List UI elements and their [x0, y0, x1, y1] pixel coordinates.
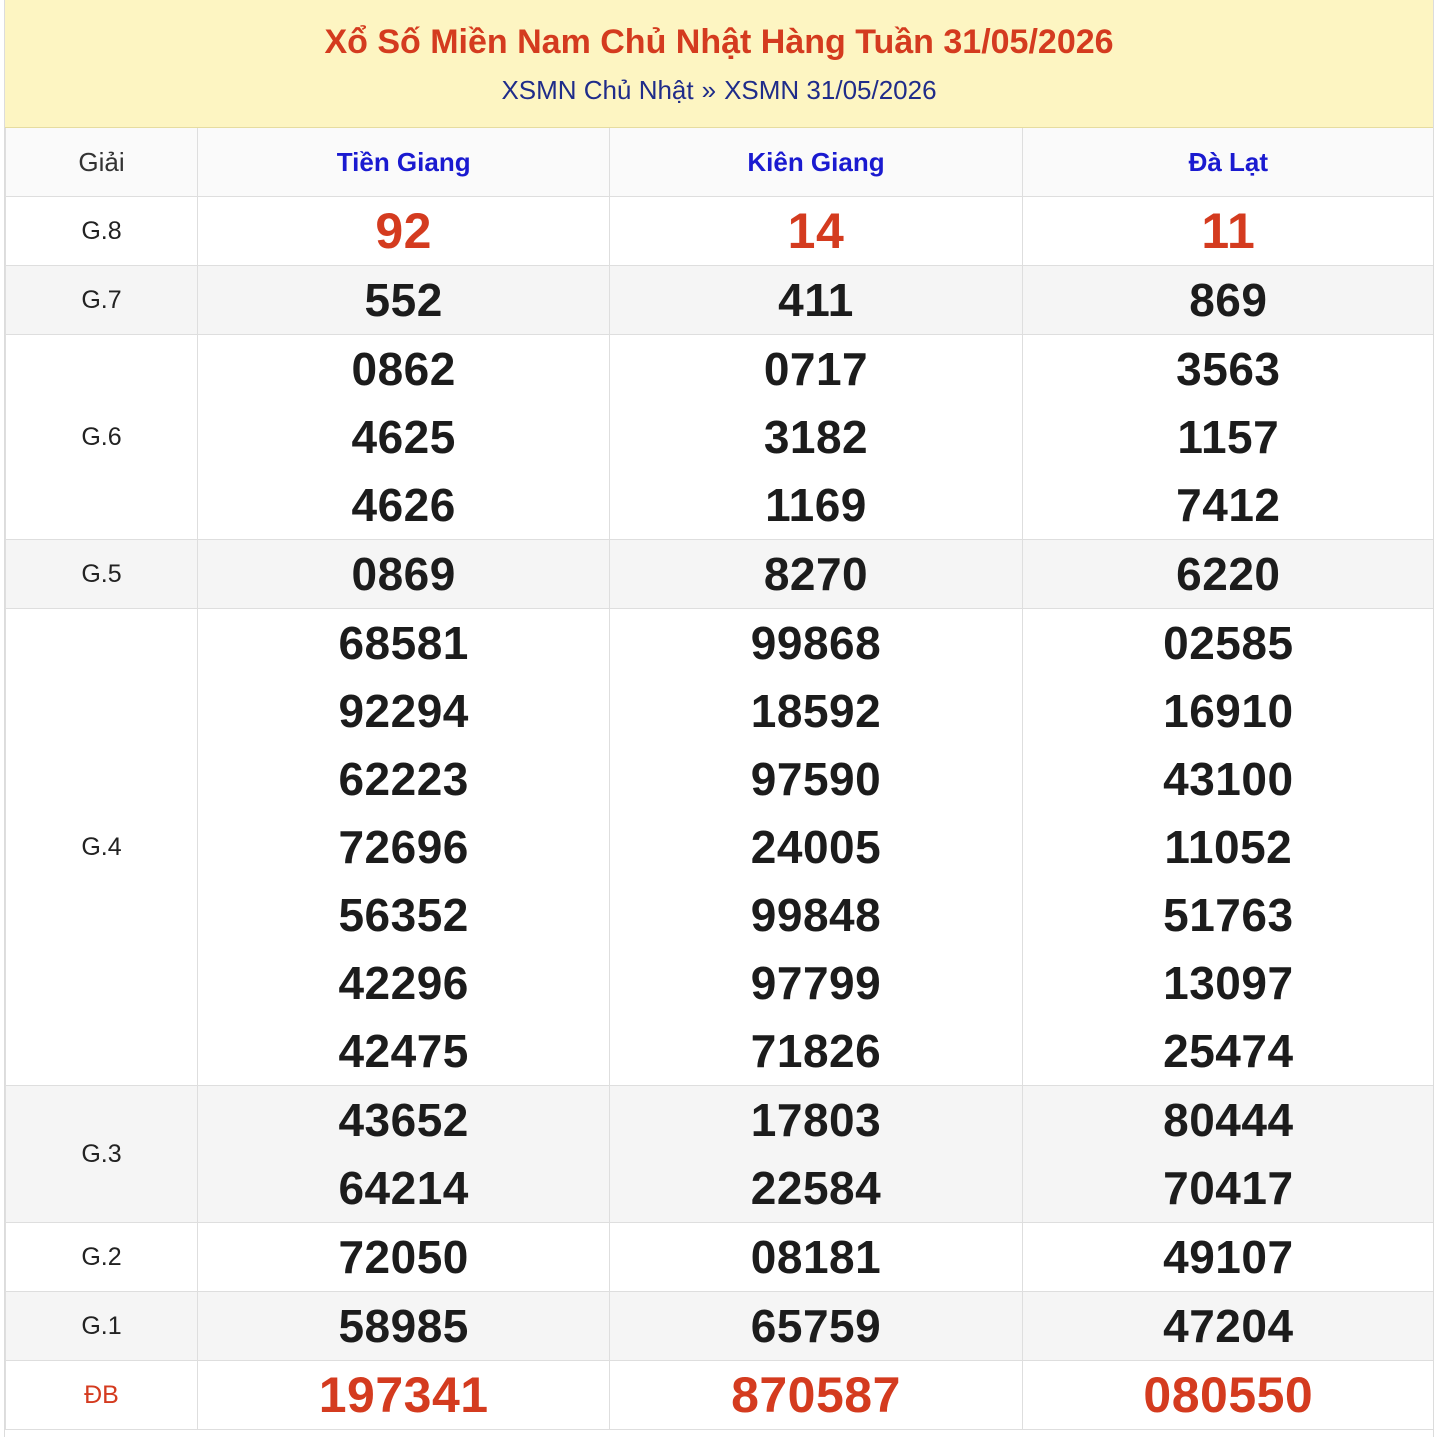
prize-column-header: Giải [6, 128, 198, 197]
prize-cell [198, 197, 610, 266]
prize-row-g8 [6, 197, 1435, 266]
prize-number: 1169 [765, 479, 867, 531]
prize-label: G.2 [6, 1223, 198, 1292]
prize-number: 58985 [338, 1300, 469, 1352]
prize-number: 6220 [1176, 548, 1281, 600]
prize-number: 3563 [1176, 343, 1281, 395]
prize-number: 92294 [338, 685, 469, 737]
page-title: Xổ Số Miền Nam Chủ Nhật Hàng Tuần 31/05/2026 [324, 23, 1114, 61]
prize-number: 99848 [750, 889, 882, 941]
table-header-row [6, 128, 1435, 197]
prize-cell [610, 335, 1022, 540]
prize-cell [610, 197, 1022, 266]
prize-number: 080550 [1143, 1367, 1314, 1423]
prize-row-g6 [6, 335, 1435, 540]
breadcrumb-link-date[interactable]: XSMN 31/05/2026 [724, 75, 937, 105]
prize-number: 65759 [750, 1300, 882, 1352]
prize-row-g3 [6, 1086, 1435, 1223]
prize-label: G.6 [6, 335, 198, 540]
prize-number: 51763 [1163, 889, 1294, 941]
prize-number: 80444 [1163, 1094, 1294, 1146]
prize-row-g7 [6, 266, 1435, 335]
prize-number: 0862 [351, 343, 456, 395]
prize-number: 411 [778, 274, 854, 326]
prize-number: 49107 [1163, 1231, 1294, 1283]
prize-number: 869 [1189, 274, 1268, 326]
prize-label: G.7 [6, 266, 198, 335]
prize-number: 13097 [1163, 957, 1294, 1009]
prize-number: 47204 [1163, 1300, 1294, 1352]
prize-label: ĐB [6, 1361, 198, 1430]
prize-cell [198, 335, 610, 540]
prize-cell [1022, 197, 1434, 266]
prize-cell [198, 540, 610, 609]
breadcrumb [5, 74, 1433, 106]
prize-number: 70417 [1163, 1162, 1294, 1214]
prize-cell [1022, 1223, 1434, 1292]
prize-cell [610, 609, 1022, 1086]
results-body [6, 197, 1435, 1430]
prize-number: 24005 [750, 821, 882, 873]
prize-number: 97799 [750, 957, 882, 1009]
prize-cell [1022, 609, 1434, 1086]
prize-label: G.3 [6, 1086, 198, 1223]
prize-number: 42296 [338, 957, 469, 1009]
prize-number: 0869 [351, 548, 456, 600]
prize-cell [610, 1292, 1022, 1361]
prize-row-g4 [6, 609, 1435, 1086]
prize-label: G.5 [6, 540, 198, 609]
prize-number: 71826 [750, 1025, 882, 1077]
results-container [4, 0, 1434, 1437]
results-table [5, 128, 1434, 1430]
prize-cell [198, 1361, 610, 1430]
prize-cell [198, 266, 610, 335]
prize-number: 7412 [1176, 479, 1281, 531]
prize-number: 8270 [763, 548, 869, 600]
province-header-tien-giang[interactable]: Tiền Giang [198, 128, 610, 197]
prize-number: 22584 [750, 1162, 882, 1214]
prize-cell [1022, 266, 1434, 335]
prize-number: 3182 [763, 411, 869, 463]
prize-number: 08181 [750, 1231, 882, 1283]
prize-number: 99868 [750, 617, 882, 669]
prize-label: G.4 [6, 609, 198, 1086]
prize-cell [610, 266, 1022, 335]
prize-number: 72050 [338, 1231, 469, 1283]
breadcrumb-link-sunday[interactable]: XSMN Chủ Nhật [501, 75, 694, 105]
prize-row-g2 [6, 1223, 1435, 1292]
prize-label: G.1 [6, 1292, 198, 1361]
prize-cell [610, 1086, 1022, 1223]
prize-number: 11052 [1164, 821, 1293, 873]
prize-cell [198, 1223, 610, 1292]
prize-row-g5 [6, 540, 1435, 609]
prize-number: 17803 [750, 1094, 882, 1146]
prize-number: 64214 [338, 1162, 469, 1214]
prize-number: 43652 [338, 1094, 469, 1146]
prize-cell [198, 1086, 610, 1223]
prize-number: 16910 [1163, 685, 1294, 737]
prize-number: 0717 [763, 343, 869, 395]
prize-label: G.8 [6, 197, 198, 266]
prize-cell [610, 1223, 1022, 1292]
prize-number: 25474 [1163, 1025, 1294, 1077]
province-header-kien-giang[interactable]: Kiên Giang [610, 128, 1022, 197]
prize-number: 11 [1201, 203, 1256, 259]
prize-cell [1022, 540, 1434, 609]
prize-cell [1022, 335, 1434, 540]
prize-number: 1157 [1177, 411, 1280, 463]
prize-row-g1 [6, 1292, 1435, 1361]
prize-number: 97590 [750, 753, 882, 805]
prize-number: 14 [787, 203, 845, 259]
prize-number: 552 [364, 274, 443, 326]
prize-cell [1022, 1361, 1434, 1430]
prize-number: 197341 [318, 1367, 489, 1423]
prize-number: 4626 [351, 479, 456, 531]
prize-number: 92 [375, 203, 432, 259]
prize-number: 72696 [338, 821, 469, 873]
prize-cell [610, 540, 1022, 609]
prize-number: 4625 [351, 411, 456, 463]
prize-row-db [6, 1361, 1435, 1430]
prize-cell [610, 1361, 1022, 1430]
province-header-da-lat[interactable]: Đà Lạt [1022, 128, 1434, 197]
prize-number: 42475 [338, 1025, 469, 1077]
prize-number: 18592 [750, 685, 882, 737]
prize-cell [198, 1292, 610, 1361]
breadcrumb-separator: » [701, 75, 717, 105]
prize-number: 43100 [1163, 753, 1294, 805]
prize-number: 62223 [338, 753, 469, 805]
prize-number: 870587 [731, 1367, 901, 1423]
prize-cell [198, 609, 610, 1086]
prize-cell [1022, 1086, 1434, 1223]
prize-number: 02585 [1163, 617, 1294, 669]
prize-number: 68581 [338, 617, 469, 669]
prize-number: 56352 [338, 889, 469, 941]
prize-cell [1022, 1292, 1434, 1361]
results-header [5, 0, 1433, 128]
